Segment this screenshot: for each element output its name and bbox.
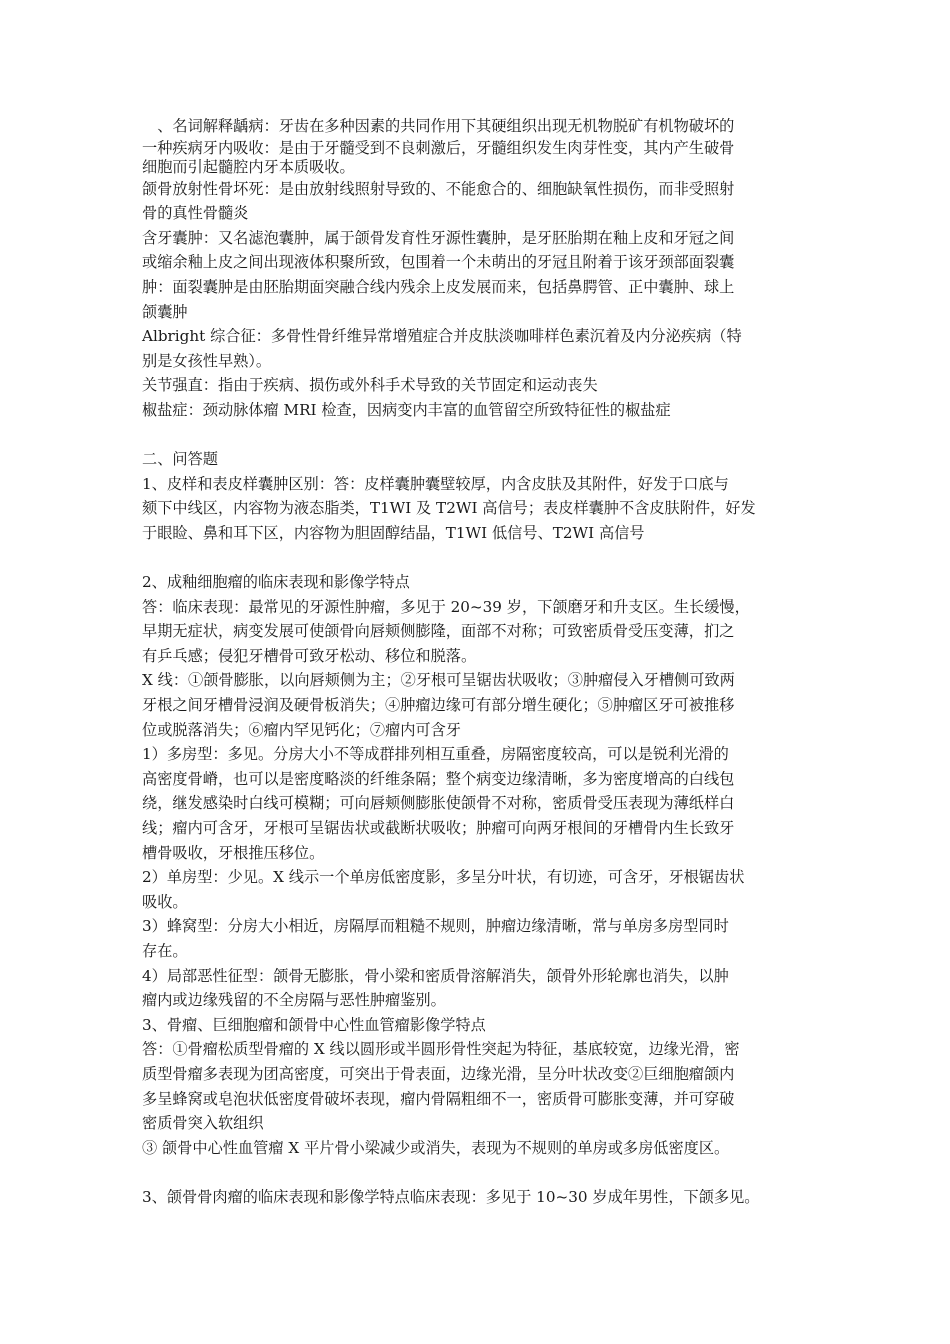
text-line: 颏下中线区，内容物为液态脂类，T1WI 及 T2WI 高信号；表皮样囊肿不含皮肤附件，好发 bbox=[142, 499, 756, 518]
text-line: 3、颌骨骨肉瘤的临床表现和影像学特点临床表现：多见于 10~30 岁成年男性，下颌多见。 bbox=[142, 1187, 760, 1206]
text-line: 答：临床表现：最常见的牙源性肿瘤，多见于 20~39 岁，下颌磨牙和升支区。生长缓慢， bbox=[142, 597, 750, 616]
text-line: 线；瘤内可含牙，牙根可呈锯齿状或截断状吸收；肿瘤可向两牙根间的牙槽骨内生长致牙 bbox=[142, 819, 735, 838]
text-line: 早期无症状，病变发展可使颌骨向唇颊侧膨隆，面部不对称；可致密质骨受压变薄，扪之 bbox=[142, 622, 735, 641]
text-line: 骨的真性骨髓炎 bbox=[142, 204, 249, 223]
text-line: 二、问答题 bbox=[142, 450, 218, 469]
text-line: 2、成釉细胞瘤的临床表现和影像学特点 bbox=[142, 573, 410, 592]
text-line: 答：①骨瘤松质型骨瘤的 X 线以圆形或半圆形骨性突起为特征，基底较宽，边缘光滑，密 bbox=[142, 1040, 740, 1059]
text-line: 细胞而引起髓腔内牙本质吸收。 bbox=[142, 157, 355, 176]
text-line: 椒盐症：颈动脉体瘤 MRI 检查，因病变内丰富的血管留空所致特征性的椒盐症 bbox=[142, 400, 671, 419]
text-line: 颌囊肿 bbox=[142, 302, 188, 321]
text-line: 高密度骨嵴，也可以是密度略淡的纤维条隔；整个病变边缘清晰，多为密度增高的白线包 bbox=[142, 769, 735, 788]
text-line: 吸收。 bbox=[142, 892, 188, 911]
text-line: 含牙囊肿：又名滤泡囊肿，属于颌骨发育性牙源性囊肿，是牙胚胎期在釉上皮和牙冠之间 bbox=[142, 228, 735, 247]
text-line: 肿：面裂囊肿是由胚胎期面突融合线内残余上皮发展而来，包括鼻腭管、正中囊肿、球上 bbox=[142, 277, 735, 296]
text-line: 1、皮样和表皮样囊肿区别：答：皮样囊肿囊壁较厚，内含皮肤及其附件，好发于口底与 bbox=[142, 474, 729, 493]
text-line: 槽骨吸收，牙根推压移位。 bbox=[142, 843, 325, 862]
text-line: 位或脱落消失；⑥瘤内罕见钙化；⑦瘤内可含牙 bbox=[142, 720, 461, 739]
text-line: 绕，继发感染时白线可模糊；可向唇颊侧膨胀使颌骨不对称，密质骨受压表现为薄纸样白 bbox=[142, 794, 735, 813]
text-line: 3、骨瘤、巨细胞瘤和颌骨中心性血管瘤影像学特点 bbox=[142, 1015, 486, 1034]
blank-line bbox=[142, 1160, 812, 1185]
text-line: 多呈蜂窝或皂泡状低密度骨破坏表现，瘤内骨隔粗细不一，密质骨可膨胀变薄，并可穿破 bbox=[142, 1089, 735, 1108]
blank-line bbox=[142, 423, 812, 448]
text-line: 质型骨瘤多表现为团高密度，可突出于骨表面，边缘光滑，呈分叶状改变②巨细胞瘤颌内 bbox=[142, 1064, 735, 1083]
text-line: 3）蜂窝型：分房大小相近，房隔厚而粗糙不规则，肿瘤边缘清晰，常与单房多房型同时 bbox=[142, 917, 729, 936]
text-line: ③ 颌骨中心性血管瘤 X 平片骨小梁减少或消失，表现为不规则的单房或多房低密度区。 bbox=[142, 1138, 730, 1157]
text-line: 于眼睑、鼻和耳下区，内容物为胆固醇结晶，T1WI 低信号、T2WI 高信号 bbox=[142, 523, 645, 542]
text-line: 关节强直：指由于疾病、损伤或外科手术导致的关节固定和运动丧失 bbox=[142, 376, 598, 395]
text-line: 别是女孩性早熟）。 bbox=[142, 351, 272, 370]
text-line: 密质骨突入软组织 bbox=[142, 1114, 264, 1133]
text-line: 一种疾病牙内吸收：是由于牙髓受到不良刺激后，牙髓组织发生肉芽性变，其内产生破骨 bbox=[142, 138, 735, 157]
blank-line bbox=[142, 546, 812, 571]
text-line: 存在。 bbox=[142, 942, 188, 960]
text-line: 2）单房型：少见。X 线示一个单房低密度影，多呈分叶状，有切迹，可含牙，牙根锯齿状 bbox=[142, 868, 745, 887]
text-line: X 线：①颌骨膨胀，以向唇颊侧为主；②牙根可呈锯齿状吸收；③肿瘤侵入牙槽侧可致两 bbox=[142, 671, 735, 690]
text-line: 、名词解释龋病：牙齿在多种因素的共同作用下其硬组织出现无机物脱矿有机物破坏的 bbox=[142, 117, 735, 135]
text-line: 1）多房型：多见。分房大小不等成群排列相互重叠，房隔密度较高，可以是锐利光滑的 bbox=[142, 745, 729, 764]
document-body bbox=[142, 114, 812, 1210]
text-line: Albright 综合征：多骨性骨纤维异常增殖症合并皮肤淡咖啡样色素沉着及内分泌疾病（特 bbox=[142, 327, 742, 346]
text-line: 4）局部恶性征型：颌骨无膨胀，骨小梁和密质骨溶解消失，颌骨外形轮廓也消失，以肿 bbox=[142, 966, 729, 985]
text-line: 颌骨放射性骨坏死：是由放射线照射导致的、不能愈合的、细胞缺氧性损伤，而非受照射 bbox=[142, 179, 735, 198]
text-line: 或缩余釉上皮之间出现液体积聚所致，包围着一个未萌出的牙冠且附着于该牙颈部面裂囊 bbox=[142, 253, 735, 272]
text-line: 瘤内或边缘残留的不全房隔与恶性肿瘤鉴别。 bbox=[142, 991, 446, 1010]
text-line: 牙根之间牙槽骨浸润及硬骨板消失；④肿瘤边缘可有部分增生硬化；⑤肿瘤区牙可被推移 bbox=[142, 696, 735, 715]
text-line: 有乒乓感；侵犯牙槽骨可致牙松动、移位和脱落。 bbox=[142, 646, 477, 665]
